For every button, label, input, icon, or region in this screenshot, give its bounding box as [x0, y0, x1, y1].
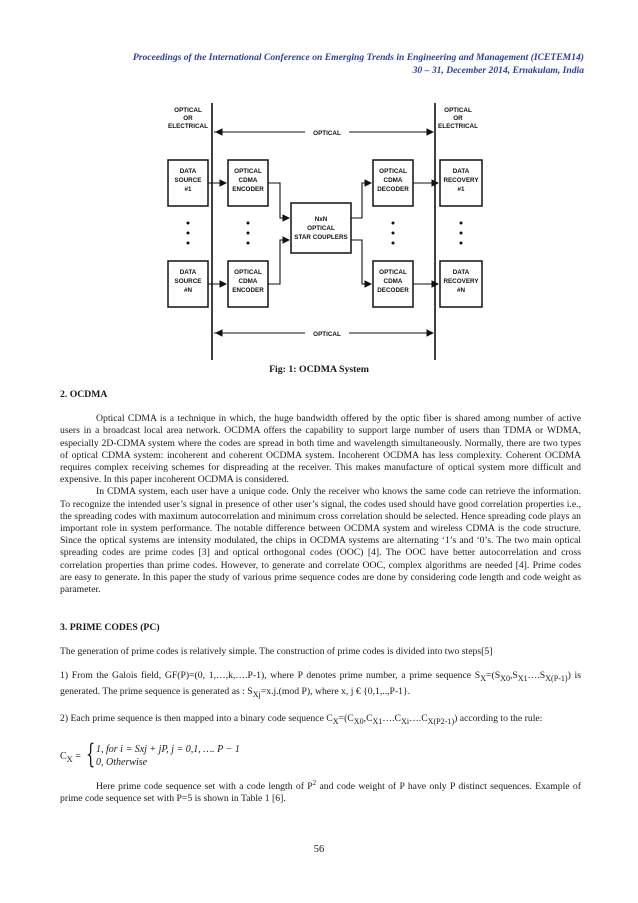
enc1-2: ENCODER — [232, 186, 264, 193]
encn-1: CDMA — [238, 278, 258, 285]
dec1-2: DECODER — [377, 186, 409, 193]
ds1-0: DATA — [179, 168, 197, 175]
page-number: 56 — [313, 844, 325, 855]
section-2 — [60, 389, 581, 596]
star-0: NxN — [314, 216, 328, 223]
header-line-1: Proceedings of the International Conference on Emerging Trends in Engineering and Management (ICETEM14) — [132, 52, 584, 63]
ocdma-system-diagram — [150, 98, 490, 362]
formula-line-2: 0, Otherwise — [96, 757, 148, 768]
recn-2: #N — [456, 287, 466, 294]
encn-2: ENCODER — [232, 287, 264, 294]
header-line-2: 30 – 31, December 2014, Ernakulam, India — [412, 65, 584, 76]
enc1-1: CDMA — [238, 177, 258, 184]
oe-left-0: OPTICAL — [174, 107, 202, 114]
oe-left-2: ELECTRICAL — [168, 123, 208, 130]
rec1-1: RECOVERY — [443, 177, 479, 184]
star-1: OPTICAL — [307, 225, 335, 232]
oe-right-1: OR — [453, 115, 463, 122]
rec1-0: DATA — [452, 168, 470, 175]
section-2-heading: 2. OCDMA — [60, 389, 108, 400]
dsn-0: DATA — [179, 269, 197, 276]
encn-0: OPTICAL — [234, 269, 262, 276]
enc1-0: OPTICAL — [234, 168, 262, 175]
dsn-1: SOURCE — [174, 278, 202, 285]
ds1-2: #1 — [184, 186, 192, 193]
formula-lhs: $C_X$ = — [60, 751, 81, 764]
figure-caption: Fig: 1: OCDMA System — [269, 364, 369, 375]
dsn-2: #N — [183, 287, 193, 294]
formula-line-1: 1, for i = Sxj + jP, j = 0,1, …. P − 1 — [96, 744, 240, 755]
ds1-1: SOURCE — [174, 177, 202, 184]
optical-bottom-label: OPTICAL — [313, 331, 341, 338]
section-3-paragraph-3: 2) Each prime sequence is then mapped into a binary code sequence $C_X=(C_{X0},C_{X1}\dots.C_{Xi}\dots.C_{X(P2-1)})$ according to the rule: — [60, 712, 543, 726]
section-3-paragraph-4: Here prime code sequence set with a code length of $P^2$ and code weight of P have only P distinct sequences. Example of prime code sequence set with P=5 is shown in Table 1 [6]. — [60, 779, 581, 805]
star-2: STAR COUPLERS — [294, 234, 348, 241]
rec1-2: #1 — [457, 186, 465, 193]
section-3 — [60, 622, 581, 728]
section-2-paragraph-1: Optical CDMA is a technique in which, the huge bandwidth offered by the optic fiber is shared among number of active users in a broadcast local area network. OCDMA offers the capability to support large number of users than TDMA or WDMA, especially 2D-CDMA system where the codes are spread in both time and wavelength simultaneously. Normally, there are two types of optical CDMA system: incoherent and coherent OCDMA system. Incoherent OCDMA has less complexity. Coherent OCDMA requires complex receiving schemes for dispreading at the receiver. This makes manufacture of optical system more difficult and expensive. In this paper incoherent OCDMA is considered. — [60, 413, 581, 486]
formula-brace: { — [85, 739, 96, 770]
section-3-heading: 3. PRIME CODES (PC) — [60, 622, 160, 633]
decn-1: CDMA — [383, 278, 403, 285]
decn-2: DECODER — [377, 287, 409, 294]
recn-0: DATA — [452, 269, 470, 276]
dec1-0: OPTICAL — [379, 168, 407, 175]
oe-right-2: ELECTRICAL — [438, 123, 478, 130]
dec1-1: CDMA — [383, 177, 403, 184]
oe-left-1: OR — [183, 115, 193, 122]
oe-right-0: OPTICAL — [444, 107, 472, 114]
section-3-paragraph-1: The generation of prime codes is relatively simple. The construction of prime codes is divided into two steps[5] — [60, 646, 493, 658]
section-3-paragraph-2: 1) From the Galois field, GF(P)=(0, 1,…,k,….P-1), where P denotes prime number, a prime sequence $S_X=(S_{X0},S_{X1}\dots.S_{X(P-1)})$ is generated. The prime sequence is generated as : $S_{Xj}=x.j.(mod$ P), where x, j € {0,1,..,P-1}. — [60, 670, 581, 699]
optical-top-label: OPTICAL — [313, 130, 341, 137]
decn-0: OPTICAL — [379, 269, 407, 276]
recn-1: RECOVERY — [443, 278, 479, 285]
proceedings-header — [133, 51, 584, 77]
section-2-paragraph-2: In CDMA system, each user have a unique code. Only the receiver who knows the same code can retrieve the information. To recognize the intended user’s signal in presence of other user’s signal, the codes used should have good correlation properties i.e., the spreading codes with maximum autocorrelation and minimum cross correlation should be selected. Hence spreading code plays an important role in system performance. The notable difference between OCDMA system and wireless CDMA is the code structure. Since the optical systems are intensity modulated, the chips in OCDMA systems are alternating ‘1’s and ‘0’s. The two main optical spreading codes are prime codes [3] and optical orthogonal codes (OOC) [4]. The OOC have better autocorrelation and cross correlation properties than prime codes. However, to generate and correlate OOC, complex algorithms are needed [4]. Prime codes are easy to generate. In this paper the study of various prime sequence codes are done by considering code length and code weight as parameter. — [60, 486, 581, 596]
